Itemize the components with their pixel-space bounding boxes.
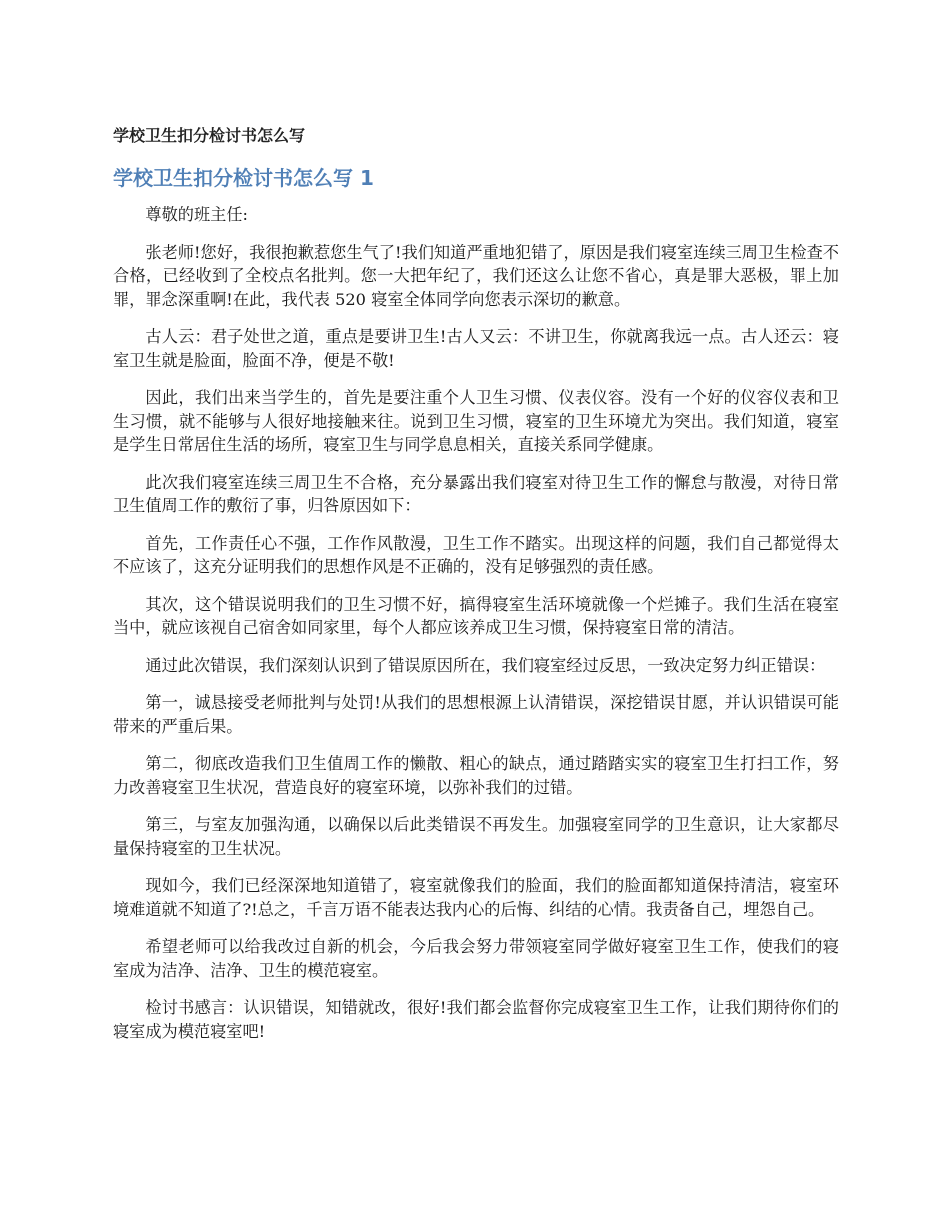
salutation: 尊敬的班主任:	[145, 205, 248, 224]
paragraph: 检讨书感言：认识错误，知错就改，很好!我们都会监督你完成寝室卫生工作，让我们期待你们的寝室成为模范寝室吧!	[113, 998, 839, 1041]
paragraph: 此次我们寝室连续三周卫生不合格，充分暴露出我们寝室对待卫生工作的懈怠与散漫，对待日常卫生值周工作的敷衍了事，归咎原因如下：	[113, 472, 839, 515]
paragraph: 张老师!您好，我很抱歉惹您生气了!我们知道严重地犯错了，原因是我们寝室连续三周卫生检查不合格，已经收到了全校点名批判。您一大把年纪了，我们还这么让您不省心，真是罪大恶极，罪上加罪，罪念深重啊!在此，我代表 520 寝室全体同学向您表示深切的歉意。	[113, 242, 839, 309]
paragraph: 第二，彻底改造我们卫生值周工作的懒散、粗心的缺点，通过踏踏实实的寝室卫生打扫工作，努力改善寝室卫生状况，营造良好的寝室环境，以弥补我们的过错。	[113, 754, 839, 797]
document-title: 学校卫生扣分检讨书怎么写	[113, 126, 306, 145]
paragraph: 希望老师可以给我改过自新的机会，今后我会努力带领寝室同学做好寝室卫生工作，使我们的寝室成为洁净、洁净、卫生的模范寝室。	[113, 937, 839, 980]
paragraph: 首先，工作责任心不强，工作作风散漫，卫生工作不踏实。出现这样的问题，我们自己都觉得太不应该了，这充分证明我们的思想作风是不正确的，没有足够强烈的责任感。	[113, 533, 839, 576]
paragraph: 因此，我们出来当学生的，首先是要注重个人卫生习惯、仪表仪容。没有一个好的仪容仪表和卫生习惯，就不能够与人很好地接触来往。说到卫生习惯，寝室的卫生环境尤为突出。我们知道，寝室是学生日常居住生活的场所，寝室卫生与同学息息相关，直接关系同学健康。	[113, 388, 839, 454]
paragraph: 其次，这个错误说明我们的卫生习惯不好，搞得寝室生活环境就像一个烂摊子。我们生活在寝室当中，就应该视自己宿舍如同家里，每个人都应该养成卫生习惯，保持寝室日常的清洁。	[113, 594, 839, 637]
paragraph: 第三，与室友加强沟通，以确保以后此类错误不再发生。加强寝室同学的卫生意识，让大家都尽量保持寝室的卫生状况。	[113, 815, 839, 858]
paragraph: 古人云：君子处世之道，重点是要讲卫生!古人又云：不讲卫生，你就离我远一点。古人还云：寝室卫生就是脸面，脸面不净，便是不敬!	[113, 327, 839, 370]
document-body	[113, 203, 839, 1057]
paragraph: 现如今，我们已经深深地知道错了，寝室就像我们的脸面，我们的脸面都知道保持清洁，寝室环境难道就不知道了?!总之，千言万语不能表达我内心的后悔、纠结的心情。我责备自己，埋怨自己。	[113, 876, 839, 919]
paragraph: 第一，诚恳接受老师批判与处罚!从我们的思想根源上认清错误，深挖错误甘愿，并认识错误可能带来的严重后果。	[113, 693, 839, 736]
paragraph: 通过此次错误，我们深刻认识到了错误原因所在，我们寝室经过反思，一致决定努力纠正错误：	[145, 655, 826, 675]
section-heading: 学校卫生扣分检讨书怎么写 1	[113, 166, 374, 190]
